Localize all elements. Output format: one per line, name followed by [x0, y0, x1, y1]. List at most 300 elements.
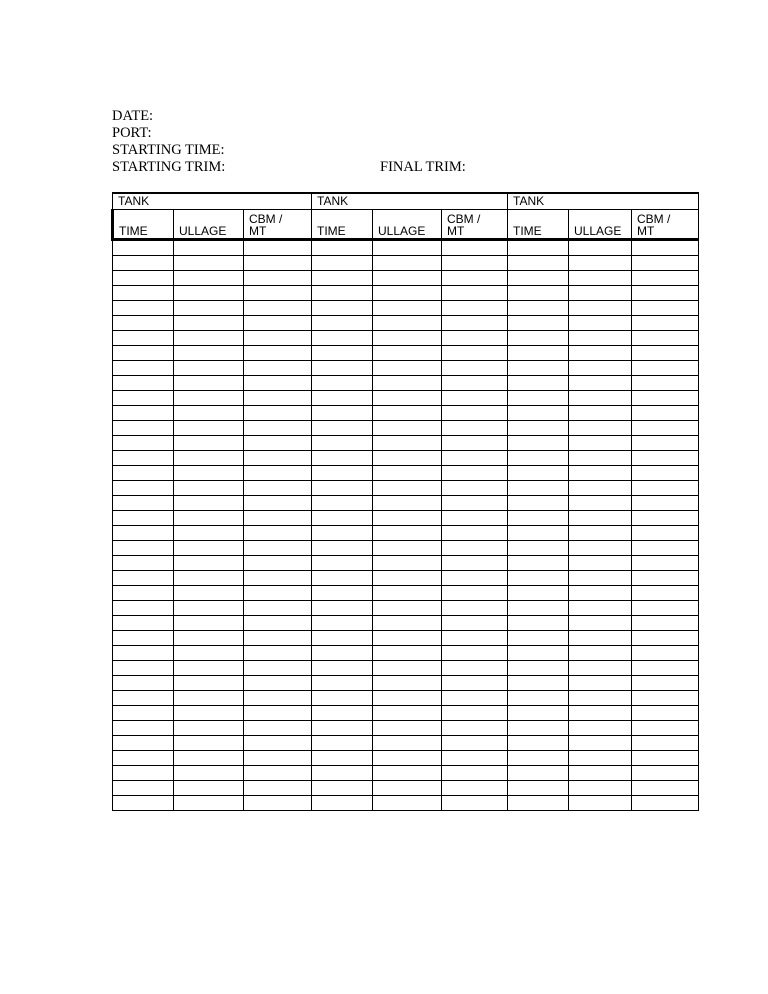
log-entry-cell[interactable]	[442, 541, 508, 556]
log-entry-cell[interactable]	[244, 706, 312, 721]
log-entry-cell[interactable]	[113, 301, 174, 316]
log-entry-cell[interactable]	[632, 571, 699, 586]
log-entry-cell[interactable]	[174, 781, 244, 796]
log-entry-cell[interactable]	[312, 466, 373, 481]
log-entry-cell[interactable]	[312, 691, 373, 706]
log-entry-cell[interactable]	[442, 481, 508, 496]
log-entry-cell[interactable]	[442, 556, 508, 571]
log-entry-cell[interactable]	[442, 526, 508, 541]
log-entry-cell[interactable]	[113, 256, 174, 271]
log-entry-cell[interactable]	[312, 736, 373, 751]
log-entry-cell[interactable]	[113, 691, 174, 706]
log-entry-cell[interactable]	[442, 301, 508, 316]
log-entry-cell[interactable]	[113, 421, 174, 436]
log-entry-cell[interactable]	[174, 736, 244, 751]
log-entry-cell[interactable]	[569, 481, 632, 496]
log-entry-cell[interactable]	[174, 376, 244, 391]
log-entry-cell[interactable]	[312, 766, 373, 781]
log-entry-cell[interactable]	[113, 316, 174, 331]
log-entry-cell[interactable]	[113, 751, 174, 766]
log-entry-cell[interactable]	[632, 391, 699, 406]
log-entry-cell[interactable]	[373, 286, 442, 301]
log-entry-cell[interactable]	[373, 571, 442, 586]
log-entry-cell[interactable]	[174, 240, 244, 256]
log-entry-cell[interactable]	[312, 571, 373, 586]
log-entry-cell[interactable]	[174, 526, 244, 541]
log-entry-cell[interactable]	[174, 511, 244, 526]
log-entry-cell[interactable]	[373, 706, 442, 721]
log-entry-cell[interactable]	[442, 361, 508, 376]
log-entry-cell[interactable]	[442, 286, 508, 301]
log-entry-cell[interactable]	[632, 436, 699, 451]
log-entry-cell[interactable]	[569, 676, 632, 691]
log-entry-cell[interactable]	[569, 511, 632, 526]
log-entry-cell[interactable]	[508, 496, 569, 511]
log-entry-cell[interactable]	[569, 346, 632, 361]
log-entry-cell[interactable]	[373, 421, 442, 436]
log-entry-cell[interactable]	[373, 721, 442, 736]
log-entry-cell[interactable]	[442, 706, 508, 721]
log-entry-cell[interactable]	[632, 661, 699, 676]
log-entry-cell[interactable]	[569, 466, 632, 481]
log-entry-cell[interactable]	[174, 616, 244, 631]
log-entry-cell[interactable]	[442, 601, 508, 616]
log-entry-cell[interactable]	[312, 346, 373, 361]
log-entry-cell[interactable]	[569, 331, 632, 346]
log-entry-cell[interactable]	[373, 496, 442, 511]
log-entry-cell[interactable]	[113, 736, 174, 751]
log-entry-cell[interactable]	[312, 256, 373, 271]
log-entry-cell[interactable]	[508, 616, 569, 631]
log-entry-cell[interactable]	[174, 496, 244, 511]
log-entry-cell[interactable]	[569, 391, 632, 406]
log-entry-cell[interactable]	[373, 346, 442, 361]
log-entry-cell[interactable]	[569, 361, 632, 376]
log-entry-cell[interactable]	[569, 571, 632, 586]
log-entry-cell[interactable]	[174, 301, 244, 316]
log-entry-cell[interactable]	[508, 376, 569, 391]
log-entry-cell[interactable]	[244, 286, 312, 301]
log-entry-cell[interactable]	[113, 406, 174, 421]
log-entry-cell[interactable]	[569, 316, 632, 331]
log-entry-cell[interactable]	[174, 481, 244, 496]
log-entry-cell[interactable]	[442, 391, 508, 406]
log-entry-cell[interactable]	[632, 781, 699, 796]
log-entry-cell[interactable]	[508, 421, 569, 436]
log-entry-cell[interactable]	[113, 781, 174, 796]
log-entry-cell[interactable]	[312, 661, 373, 676]
log-entry-cell[interactable]	[632, 496, 699, 511]
log-entry-cell[interactable]	[632, 706, 699, 721]
log-entry-cell[interactable]	[373, 361, 442, 376]
log-entry-cell[interactable]	[113, 646, 174, 661]
log-entry-cell[interactable]	[442, 240, 508, 256]
log-entry-cell[interactable]	[113, 240, 174, 256]
log-entry-cell[interactable]	[508, 631, 569, 646]
log-entry-cell[interactable]	[113, 541, 174, 556]
log-entry-cell[interactable]	[508, 796, 569, 811]
log-entry-cell[interactable]	[442, 766, 508, 781]
log-entry-cell[interactable]	[312, 631, 373, 646]
log-entry-cell[interactable]	[508, 361, 569, 376]
log-entry-cell[interactable]	[569, 271, 632, 286]
log-entry-cell[interactable]	[632, 766, 699, 781]
log-entry-cell[interactable]	[442, 586, 508, 601]
log-entry-cell[interactable]	[312, 526, 373, 541]
log-entry-cell[interactable]	[174, 316, 244, 331]
log-entry-cell[interactable]	[174, 646, 244, 661]
log-entry-cell[interactable]	[113, 706, 174, 721]
log-entry-cell[interactable]	[373, 586, 442, 601]
log-entry-cell[interactable]	[569, 616, 632, 631]
log-entry-cell[interactable]	[569, 721, 632, 736]
log-entry-cell[interactable]	[508, 466, 569, 481]
log-entry-cell[interactable]	[174, 631, 244, 646]
log-entry-cell[interactable]	[312, 376, 373, 391]
log-entry-cell[interactable]	[174, 796, 244, 811]
log-entry-cell[interactable]	[508, 571, 569, 586]
log-entry-cell[interactable]	[113, 391, 174, 406]
log-entry-cell[interactable]	[508, 436, 569, 451]
log-entry-cell[interactable]	[174, 331, 244, 346]
log-entry-cell[interactable]	[312, 286, 373, 301]
log-entry-cell[interactable]	[244, 406, 312, 421]
log-entry-cell[interactable]	[569, 541, 632, 556]
log-entry-cell[interactable]	[244, 661, 312, 676]
log-entry-cell[interactable]	[508, 691, 569, 706]
log-entry-cell[interactable]	[312, 706, 373, 721]
log-entry-cell[interactable]	[569, 631, 632, 646]
log-entry-cell[interactable]	[508, 751, 569, 766]
log-entry-cell[interactable]	[632, 376, 699, 391]
log-entry-cell[interactable]	[632, 346, 699, 361]
log-entry-cell[interactable]	[113, 586, 174, 601]
log-entry-cell[interactable]	[113, 661, 174, 676]
log-entry-cell[interactable]	[312, 271, 373, 286]
log-entry-cell[interactable]	[174, 691, 244, 706]
log-entry-cell[interactable]	[244, 781, 312, 796]
log-entry-cell[interactable]	[442, 436, 508, 451]
log-entry-cell[interactable]	[632, 646, 699, 661]
log-entry-cell[interactable]	[312, 316, 373, 331]
log-entry-cell[interactable]	[244, 691, 312, 706]
log-entry-cell[interactable]	[508, 481, 569, 496]
log-entry-cell[interactable]	[113, 451, 174, 466]
log-entry-cell[interactable]	[373, 751, 442, 766]
log-entry-cell[interactable]	[312, 556, 373, 571]
log-entry-cell[interactable]	[244, 676, 312, 691]
log-entry-cell[interactable]	[373, 781, 442, 796]
log-entry-cell[interactable]	[569, 496, 632, 511]
log-entry-cell[interactable]	[632, 271, 699, 286]
log-entry-cell[interactable]	[632, 586, 699, 601]
log-entry-cell[interactable]	[508, 391, 569, 406]
log-entry-cell[interactable]	[244, 571, 312, 586]
log-entry-cell[interactable]	[113, 616, 174, 631]
log-entry-cell[interactable]	[312, 301, 373, 316]
log-entry-cell[interactable]	[174, 676, 244, 691]
log-entry-cell[interactable]	[113, 496, 174, 511]
log-entry-cell[interactable]	[174, 406, 244, 421]
log-entry-cell[interactable]	[569, 781, 632, 796]
log-entry-cell[interactable]	[373, 436, 442, 451]
log-entry-cell[interactable]	[632, 406, 699, 421]
log-entry-cell[interactable]	[442, 571, 508, 586]
log-entry-cell[interactable]	[373, 601, 442, 616]
log-entry-cell[interactable]	[569, 256, 632, 271]
log-entry-cell[interactable]	[632, 331, 699, 346]
log-entry-cell[interactable]	[312, 601, 373, 616]
log-entry-cell[interactable]	[632, 240, 699, 256]
log-entry-cell[interactable]	[244, 240, 312, 256]
log-entry-cell[interactable]	[632, 481, 699, 496]
log-entry-cell[interactable]	[312, 406, 373, 421]
log-entry-cell[interactable]	[174, 361, 244, 376]
log-entry-cell[interactable]	[569, 736, 632, 751]
log-entry-cell[interactable]	[442, 796, 508, 811]
log-entry-cell[interactable]	[442, 271, 508, 286]
log-entry-cell[interactable]	[312, 421, 373, 436]
log-entry-cell[interactable]	[632, 511, 699, 526]
log-entry-cell[interactable]	[508, 286, 569, 301]
log-entry-cell[interactable]	[312, 361, 373, 376]
log-entry-cell[interactable]	[312, 781, 373, 796]
log-entry-cell[interactable]	[632, 466, 699, 481]
log-entry-cell[interactable]	[442, 511, 508, 526]
log-entry-cell[interactable]	[244, 361, 312, 376]
log-entry-cell[interactable]	[508, 601, 569, 616]
log-entry-cell[interactable]	[174, 256, 244, 271]
log-entry-cell[interactable]	[373, 256, 442, 271]
log-entry-cell[interactable]	[312, 751, 373, 766]
log-entry-cell[interactable]	[113, 271, 174, 286]
log-entry-cell[interactable]	[373, 331, 442, 346]
log-entry-cell[interactable]	[113, 481, 174, 496]
log-entry-cell[interactable]	[312, 481, 373, 496]
log-entry-cell[interactable]	[113, 796, 174, 811]
log-entry-cell[interactable]	[442, 751, 508, 766]
log-entry-cell[interactable]	[174, 271, 244, 286]
log-entry-cell[interactable]	[632, 361, 699, 376]
log-entry-cell[interactable]	[569, 706, 632, 721]
log-entry-cell[interactable]	[373, 511, 442, 526]
log-entry-cell[interactable]	[312, 511, 373, 526]
log-entry-cell[interactable]	[113, 556, 174, 571]
log-entry-cell[interactable]	[312, 616, 373, 631]
log-entry-cell[interactable]	[632, 556, 699, 571]
log-entry-cell[interactable]	[373, 676, 442, 691]
log-entry-cell[interactable]	[113, 766, 174, 781]
log-entry-cell[interactable]	[632, 676, 699, 691]
log-entry-cell[interactable]	[569, 601, 632, 616]
log-entry-cell[interactable]	[508, 736, 569, 751]
log-entry-cell[interactable]	[312, 796, 373, 811]
log-entry-cell[interactable]	[373, 796, 442, 811]
log-entry-cell[interactable]	[113, 346, 174, 361]
log-entry-cell[interactable]	[508, 271, 569, 286]
log-entry-cell[interactable]	[569, 376, 632, 391]
log-entry-cell[interactable]	[508, 301, 569, 316]
log-entry-cell[interactable]	[632, 601, 699, 616]
log-entry-cell[interactable]	[508, 406, 569, 421]
log-entry-cell[interactable]	[442, 616, 508, 631]
log-entry-cell[interactable]	[174, 451, 244, 466]
log-entry-cell[interactable]	[373, 451, 442, 466]
log-entry-cell[interactable]	[632, 286, 699, 301]
log-entry-cell[interactable]	[569, 406, 632, 421]
log-entry-cell[interactable]	[244, 301, 312, 316]
log-entry-cell[interactable]	[442, 496, 508, 511]
log-entry-cell[interactable]	[508, 556, 569, 571]
log-entry-cell[interactable]	[244, 631, 312, 646]
log-entry-cell[interactable]	[244, 526, 312, 541]
log-entry-cell[interactable]	[113, 331, 174, 346]
log-entry-cell[interactable]	[244, 736, 312, 751]
log-entry-cell[interactable]	[632, 691, 699, 706]
log-entry-cell[interactable]	[373, 481, 442, 496]
log-entry-cell[interactable]	[508, 451, 569, 466]
log-entry-cell[interactable]	[174, 766, 244, 781]
log-entry-cell[interactable]	[373, 556, 442, 571]
log-entry-cell[interactable]	[569, 556, 632, 571]
log-entry-cell[interactable]	[508, 661, 569, 676]
log-entry-cell[interactable]	[113, 631, 174, 646]
log-entry-cell[interactable]	[508, 586, 569, 601]
log-entry-cell[interactable]	[508, 646, 569, 661]
log-entry-cell[interactable]	[244, 616, 312, 631]
log-entry-cell[interactable]	[442, 781, 508, 796]
log-entry-cell[interactable]	[312, 541, 373, 556]
log-entry-cell[interactable]	[508, 676, 569, 691]
log-entry-cell[interactable]	[244, 376, 312, 391]
log-entry-cell[interactable]	[174, 661, 244, 676]
log-entry-cell[interactable]	[373, 466, 442, 481]
log-entry-cell[interactable]	[373, 661, 442, 676]
log-entry-cell[interactable]	[113, 511, 174, 526]
log-entry-cell[interactable]	[569, 796, 632, 811]
log-entry-cell[interactable]	[244, 751, 312, 766]
log-entry-cell[interactable]	[244, 496, 312, 511]
log-entry-cell[interactable]	[244, 556, 312, 571]
log-entry-cell[interactable]	[508, 766, 569, 781]
log-entry-cell[interactable]	[113, 466, 174, 481]
log-entry-cell[interactable]	[244, 256, 312, 271]
log-entry-cell[interactable]	[569, 751, 632, 766]
log-entry-cell[interactable]	[312, 240, 373, 256]
log-entry-cell[interactable]	[174, 571, 244, 586]
log-entry-cell[interactable]	[373, 271, 442, 286]
log-entry-cell[interactable]	[113, 361, 174, 376]
log-entry-cell[interactable]	[569, 661, 632, 676]
log-entry-cell[interactable]	[508, 316, 569, 331]
log-entry-cell[interactable]	[373, 376, 442, 391]
log-entry-cell[interactable]	[113, 571, 174, 586]
log-entry-cell[interactable]	[174, 601, 244, 616]
log-entry-cell[interactable]	[373, 240, 442, 256]
log-entry-cell[interactable]	[244, 331, 312, 346]
log-entry-cell[interactable]	[632, 526, 699, 541]
log-entry-cell[interactable]	[442, 421, 508, 436]
log-entry-cell[interactable]	[569, 286, 632, 301]
log-entry-cell[interactable]	[373, 616, 442, 631]
log-entry-cell[interactable]	[373, 736, 442, 751]
log-entry-cell[interactable]	[632, 316, 699, 331]
log-entry-cell[interactable]	[244, 586, 312, 601]
log-entry-cell[interactable]	[312, 436, 373, 451]
log-entry-cell[interactable]	[373, 526, 442, 541]
log-entry-cell[interactable]	[632, 796, 699, 811]
log-entry-cell[interactable]	[442, 736, 508, 751]
log-entry-cell[interactable]	[569, 526, 632, 541]
log-entry-cell[interactable]	[442, 646, 508, 661]
log-entry-cell[interactable]	[632, 631, 699, 646]
log-entry-cell[interactable]	[632, 721, 699, 736]
log-entry-cell[interactable]	[244, 421, 312, 436]
log-entry-cell[interactable]	[312, 721, 373, 736]
log-entry-cell[interactable]	[174, 751, 244, 766]
log-entry-cell[interactable]	[442, 256, 508, 271]
log-entry-cell[interactable]	[373, 631, 442, 646]
log-entry-cell[interactable]	[569, 240, 632, 256]
log-entry-cell[interactable]	[373, 646, 442, 661]
log-entry-cell[interactable]	[508, 511, 569, 526]
log-entry-cell[interactable]	[442, 346, 508, 361]
log-entry-cell[interactable]	[174, 706, 244, 721]
log-entry-cell[interactable]	[312, 496, 373, 511]
log-entry-cell[interactable]	[508, 781, 569, 796]
log-entry-cell[interactable]	[632, 301, 699, 316]
log-entry-cell[interactable]	[244, 601, 312, 616]
log-entry-cell[interactable]	[373, 301, 442, 316]
log-entry-cell[interactable]	[569, 586, 632, 601]
log-entry-cell[interactable]	[174, 436, 244, 451]
log-entry-cell[interactable]	[632, 256, 699, 271]
log-entry-cell[interactable]	[312, 391, 373, 406]
log-entry-cell[interactable]	[113, 601, 174, 616]
log-entry-cell[interactable]	[373, 391, 442, 406]
log-entry-cell[interactable]	[174, 391, 244, 406]
log-entry-cell[interactable]	[508, 526, 569, 541]
log-entry-cell[interactable]	[174, 286, 244, 301]
log-entry-cell[interactable]	[174, 541, 244, 556]
log-entry-cell[interactable]	[508, 240, 569, 256]
log-entry-cell[interactable]	[312, 586, 373, 601]
log-entry-cell[interactable]	[569, 691, 632, 706]
log-entry-cell[interactable]	[244, 721, 312, 736]
log-entry-cell[interactable]	[508, 331, 569, 346]
log-entry-cell[interactable]	[632, 616, 699, 631]
log-entry-cell[interactable]	[113, 721, 174, 736]
log-entry-cell[interactable]	[244, 541, 312, 556]
log-entry-cell[interactable]	[113, 376, 174, 391]
log-entry-cell[interactable]	[632, 421, 699, 436]
log-entry-cell[interactable]	[174, 721, 244, 736]
log-entry-cell[interactable]	[508, 346, 569, 361]
log-entry-cell[interactable]	[569, 436, 632, 451]
log-entry-cell[interactable]	[244, 511, 312, 526]
log-entry-cell[interactable]	[244, 271, 312, 286]
log-entry-cell[interactable]	[373, 691, 442, 706]
log-entry-cell[interactable]	[632, 451, 699, 466]
log-entry-cell[interactable]	[244, 481, 312, 496]
log-entry-cell[interactable]	[508, 706, 569, 721]
log-entry-cell[interactable]	[244, 391, 312, 406]
log-entry-cell[interactable]	[569, 451, 632, 466]
log-entry-cell[interactable]	[442, 676, 508, 691]
log-entry-cell[interactable]	[244, 766, 312, 781]
log-entry-cell[interactable]	[312, 646, 373, 661]
log-entry-cell[interactable]	[244, 346, 312, 361]
